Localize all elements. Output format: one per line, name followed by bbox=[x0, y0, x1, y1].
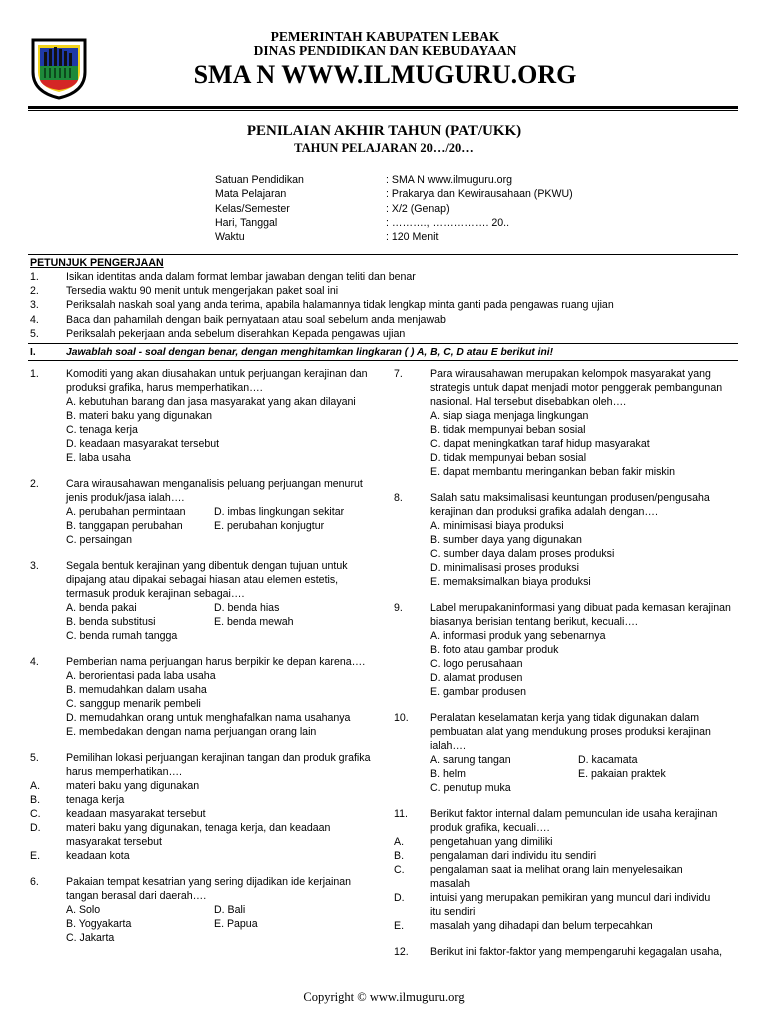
answer-option: E. benda mewah bbox=[214, 616, 294, 628]
option-text: materi baku yang digunakan bbox=[66, 780, 200, 792]
exam-info bbox=[215, 173, 735, 244]
question-text: Pakaian tempat kesatrian yang sering dijadikan ide kerjainan tangan berasal dari daerah…. bbox=[66, 876, 352, 902]
answer-option: C. penutup muka bbox=[430, 782, 511, 794]
option-letter: A. bbox=[394, 836, 405, 848]
answer-option: D. keadaan masyarakat tersebut bbox=[66, 438, 220, 450]
question-item bbox=[30, 655, 375, 739]
question-item bbox=[30, 559, 375, 643]
option-text: materi baku yang digunakan, tenaga kerja, dan keadaan masyarakat tersebut bbox=[66, 822, 331, 848]
section-instruction: Jawablah soal - soal dengan benar, dengan menghitamkan lingkaran ( ) A, B, C, D atau E berikut ini! bbox=[66, 347, 554, 358]
question-number: 5. bbox=[30, 752, 39, 764]
instruction-text: Baca dan pahamilah dengan baik pernyataan atau soal sebelum anda menjawab bbox=[66, 313, 446, 326]
answer-option: B. sumber daya yang digunakan bbox=[430, 534, 582, 546]
question-item bbox=[30, 367, 375, 465]
answer-option: D. alamat produsen bbox=[430, 672, 523, 684]
question-item bbox=[394, 807, 739, 933]
question-body bbox=[66, 655, 375, 739]
answer-option: B. tanggapan perubahan bbox=[66, 520, 183, 532]
answer-options bbox=[66, 669, 375, 739]
option-letter: C. bbox=[394, 864, 405, 876]
header-department: DINAS PENDIDIKAN DAN KEBUDAYAAN bbox=[253, 43, 517, 58]
question-number: 3. bbox=[30, 560, 39, 572]
answer-option: B. benda substitusi bbox=[66, 616, 156, 628]
answer-options bbox=[430, 629, 739, 699]
answer-option: D. memudahkan orang untuk menghafalkan nama usahanya bbox=[66, 712, 351, 724]
answer-option: E. laba usaha bbox=[66, 452, 131, 464]
answer-option: E. gambar produsen bbox=[430, 686, 526, 698]
option-text: keadaan masyarakat tersebut bbox=[66, 808, 206, 820]
answer-option bbox=[394, 919, 739, 933]
answer-options bbox=[430, 519, 739, 589]
header-divider bbox=[28, 106, 738, 111]
answer-option: E. dapat membantu meringankan beban fakir miskin bbox=[430, 466, 675, 478]
question-text: Cara wirausahawan menganalisis peluang perjuangan menurut jenis produk/jasa ialah…. bbox=[66, 478, 363, 504]
instructions-title-text: PETUNJUK PENGERJAAN bbox=[30, 257, 164, 269]
question-number: 8. bbox=[394, 492, 403, 504]
instruction-item bbox=[30, 298, 730, 312]
option-text: keadaan kota bbox=[66, 850, 130, 862]
question-number: 2. bbox=[30, 478, 39, 490]
answer-options bbox=[66, 903, 375, 945]
answer-option: E. perubahan konjugtur bbox=[214, 520, 325, 532]
question-number: 4. bbox=[30, 656, 39, 668]
answer-option: C. persaingan bbox=[66, 534, 132, 546]
answer-option: C. Jakarta bbox=[66, 932, 115, 944]
instruction-number: 3. bbox=[30, 299, 39, 312]
question-body bbox=[66, 559, 375, 643]
answer-option: B. helm bbox=[430, 768, 466, 780]
option-text: pengetahuan yang dimiliki bbox=[430, 836, 553, 848]
school-name: SMA N WWW.ILMUGURU.ORG bbox=[193, 60, 577, 89]
answer-option bbox=[30, 849, 375, 863]
copyright-footer: Copyright © www.ilmuguru.org bbox=[303, 990, 465, 1004]
info-row bbox=[215, 202, 735, 216]
option-text: masalah yang dihadapi dan belum terpecahkan bbox=[430, 920, 653, 932]
answer-option: C. dapat meningkatkan taraf hidup masyarakat bbox=[430, 438, 650, 450]
option-letter: C. bbox=[30, 808, 41, 820]
answer-option: A. siap siaga menjaga lingkungan bbox=[430, 410, 589, 422]
answer-option: C. logo perusahaan bbox=[430, 658, 523, 670]
info-label: Mata Pelajaran bbox=[215, 188, 287, 201]
question-text: Label merupakaninformasi yang dibuat pada kemasan kerajinan biasanya berisian tentang berikut, kecuali…. bbox=[430, 602, 731, 628]
question-body bbox=[430, 491, 739, 589]
answer-option: D. benda hias bbox=[214, 602, 280, 614]
info-row bbox=[215, 216, 735, 230]
question-item bbox=[394, 491, 739, 589]
answer-option: E. pakaian praktek bbox=[578, 768, 666, 780]
question-item bbox=[394, 601, 739, 699]
instruction-number: 4. bbox=[30, 313, 39, 326]
instruction-text: Isikan identitas anda dalam format lembar jawaban dengan teliti dan benar bbox=[66, 271, 416, 283]
answer-option: D. kacamata bbox=[578, 754, 638, 766]
question-item bbox=[30, 751, 375, 863]
answer-option bbox=[394, 835, 739, 849]
question-body bbox=[66, 477, 375, 547]
answer-option: B. tidak mempunyai beban sosial bbox=[430, 424, 586, 436]
info-label: Kelas/Semester bbox=[215, 202, 290, 215]
answer-option: A. benda pakai bbox=[66, 602, 137, 614]
option-text: tenaga kerja bbox=[66, 794, 125, 806]
answer-option: C. sumber daya dalam proses produksi bbox=[430, 548, 615, 560]
info-label: Satuan Pendidikan bbox=[215, 174, 304, 186]
instruction-text: Periksalah pekerjaan anda sebelum diserahkan Kepada pengawas ujian bbox=[66, 327, 406, 340]
option-letter: D. bbox=[394, 892, 405, 904]
answer-option: A. kebutuhan barang dan jasa masyarakat yang akan dilayani bbox=[66, 396, 356, 408]
instruction-text: Periksalah naskah soal yang anda terima, apabila halamannya tidak lengkap minta ganti pada pengawas ruang ujian bbox=[66, 299, 614, 312]
answer-option bbox=[30, 821, 375, 849]
question-body bbox=[66, 875, 375, 945]
answer-option: E. membedakan dengan nama perjuangan orang lain bbox=[66, 726, 317, 738]
answer-option bbox=[394, 863, 739, 891]
answer-option: D. Bali bbox=[214, 904, 246, 916]
answer-option bbox=[30, 793, 375, 807]
question-number: 1. bbox=[30, 368, 39, 380]
question-item bbox=[394, 367, 739, 479]
exam-year: TAHUN PELAJARAN 20…/20… bbox=[294, 141, 474, 155]
answer-option: A. berorientasi pada laba usaha bbox=[66, 670, 216, 682]
header-government: PEMERINTAH KABUPATEN LEBAK bbox=[270, 29, 500, 44]
answer-option bbox=[30, 779, 375, 793]
option-text: pengalaman dari individu itu sendiri bbox=[430, 850, 597, 862]
question-body bbox=[430, 945, 739, 959]
info-value: : X/2 (Genap) bbox=[386, 202, 450, 215]
instruction-item bbox=[30, 313, 730, 327]
question-column-left bbox=[30, 367, 375, 945]
question-body bbox=[430, 601, 739, 699]
question-text: Peralatan keselamatan kerja yang tidak digunakan dalam pembuatan alat yang mendukung proses produksi kerajinan ialah…. bbox=[430, 712, 711, 752]
answer-option: E. memaksimalkan biaya produksi bbox=[430, 576, 591, 588]
answer-option: A. perubahan permintaan bbox=[66, 506, 186, 518]
question-column-right bbox=[394, 367, 739, 959]
info-label: Hari, Tanggal bbox=[215, 216, 278, 229]
question-text: Komoditi yang akan diusahakan untuk perjuangan kerajinan dan produksi grafika, harus memperhatikan…. bbox=[66, 368, 368, 394]
question-body bbox=[30, 751, 375, 863]
question-body bbox=[430, 367, 739, 479]
instruction-item bbox=[30, 284, 730, 298]
option-text: intuisi yang merupakan pemikiran yang muncul dari individu itu sendiri bbox=[430, 892, 711, 918]
answer-option bbox=[394, 891, 739, 919]
exam-title: PENILAIAN AKHIR TAHUN (PAT/UKK) bbox=[246, 123, 522, 139]
question-number: 7. bbox=[394, 368, 403, 380]
answer-option: C. sanggup menarik pembeli bbox=[66, 698, 201, 710]
answer-options bbox=[430, 409, 739, 479]
answer-option: E. Papua bbox=[214, 918, 258, 930]
question-number: 9. bbox=[394, 602, 403, 614]
option-text: pengalaman saat ia melihat orang lain menyelesaikan masalah bbox=[430, 864, 683, 890]
answer-options bbox=[394, 835, 739, 933]
info-value: : 120 Menit bbox=[386, 231, 439, 244]
info-row bbox=[215, 187, 735, 201]
question-text: Segala bentuk kerajinan yang dibentuk dengan tujuan untuk dipajang atau dipakai sebagai hiasan atau elemen estetis, termasuk produk kerajinan sebagai…. bbox=[66, 560, 348, 600]
answer-options bbox=[430, 753, 739, 795]
question-body bbox=[430, 711, 739, 795]
info-value: : Prakarya dan Kewirausahaan (PKWU) bbox=[386, 188, 573, 201]
instruction-item bbox=[30, 327, 730, 341]
question-number: 10. bbox=[394, 712, 409, 724]
answer-option bbox=[30, 807, 375, 821]
answer-option: B. materi baku yang digunakan bbox=[66, 410, 213, 422]
info-row bbox=[215, 173, 735, 187]
option-letter: E. bbox=[30, 850, 41, 862]
answer-option: B. memudahkan dalam usaha bbox=[66, 684, 207, 696]
info-value: : ………., ……………. 20.. bbox=[386, 216, 510, 229]
question-text: Berikut ini faktor-faktor yang mempengaruhi kegagalan usaha, bbox=[430, 946, 723, 958]
option-letter: B. bbox=[394, 850, 405, 862]
question-text: Pemilihan lokasi perjuangan kerajinan tangan dan produk grafika harus memperhatikan…. bbox=[66, 752, 371, 778]
answer-option: D. imbas lingkungan sekitar bbox=[214, 506, 345, 518]
answer-options bbox=[66, 505, 375, 547]
question-number: 12. bbox=[394, 946, 409, 958]
answer-option: B. foto atau gambar produk bbox=[430, 644, 559, 656]
info-row bbox=[215, 230, 735, 244]
section-number: I. bbox=[30, 347, 36, 358]
answer-option: A. Solo bbox=[66, 904, 101, 916]
answer-option: D. tidak mempunyai beban sosial bbox=[430, 452, 587, 464]
option-letter: E. bbox=[394, 920, 405, 932]
option-letter: A. bbox=[30, 780, 41, 792]
instructions-list bbox=[30, 270, 730, 341]
divider bbox=[28, 343, 738, 344]
instruction-number: 1. bbox=[30, 271, 39, 283]
question-item bbox=[30, 875, 375, 945]
answer-option: A. sarung tangan bbox=[430, 754, 511, 766]
question-item bbox=[394, 945, 739, 959]
instruction-number: 2. bbox=[30, 285, 39, 298]
option-letter: B. bbox=[30, 794, 41, 806]
option-letter: D. bbox=[30, 822, 41, 834]
answer-option: B. Yogyakarta bbox=[66, 918, 132, 930]
question-text: Pemberian nama perjuangan harus berpikir ke depan karena…. bbox=[66, 656, 366, 668]
regency-crest-icon bbox=[30, 34, 88, 100]
instruction-text: Tersedia waktu 90 menit untuk mengerjakan paket soal ini bbox=[66, 285, 339, 298]
answer-option: C. benda rumah tangga bbox=[66, 630, 178, 642]
answer-options bbox=[30, 779, 375, 863]
question-item bbox=[30, 477, 375, 547]
answer-options bbox=[66, 395, 375, 465]
answer-option: A. minimisasi biaya produksi bbox=[430, 520, 564, 532]
divider bbox=[28, 360, 738, 361]
divider bbox=[28, 254, 738, 255]
question-number: 6. bbox=[30, 876, 39, 888]
answer-options bbox=[66, 601, 375, 643]
question-text: Berikut faktor internal dalam pemunculan ide usaha kerajinan produk grafika, kecuali…. bbox=[430, 808, 718, 834]
question-item bbox=[394, 711, 739, 795]
question-body bbox=[66, 367, 375, 465]
question-text: Salah satu maksimalisasi keuntungan produsen/pengusaha kerajinan dan produksi grafika adalah dengan…. bbox=[430, 492, 710, 518]
info-value: : SMA N www.ilmuguru.org bbox=[386, 174, 512, 186]
instruction-number: 5. bbox=[30, 327, 39, 340]
question-text: Para wirausahawan merupakan kelompok masyarakat yang strategis untuk dapat menjadi motor penggerak pembangunan nasional. Hal tersebut disebabkan oleh…. bbox=[430, 368, 723, 408]
instruction-item bbox=[30, 270, 730, 284]
answer-option bbox=[394, 849, 739, 863]
instructions-title bbox=[30, 256, 164, 270]
answer-option: A. informasi produk yang sebenarnya bbox=[430, 630, 606, 642]
answer-option: D. minimalisasi proses produksi bbox=[430, 562, 579, 574]
answer-option: C. tenaga kerja bbox=[66, 424, 138, 436]
question-number: 11. bbox=[394, 808, 408, 820]
info-label: Waktu bbox=[215, 231, 245, 244]
